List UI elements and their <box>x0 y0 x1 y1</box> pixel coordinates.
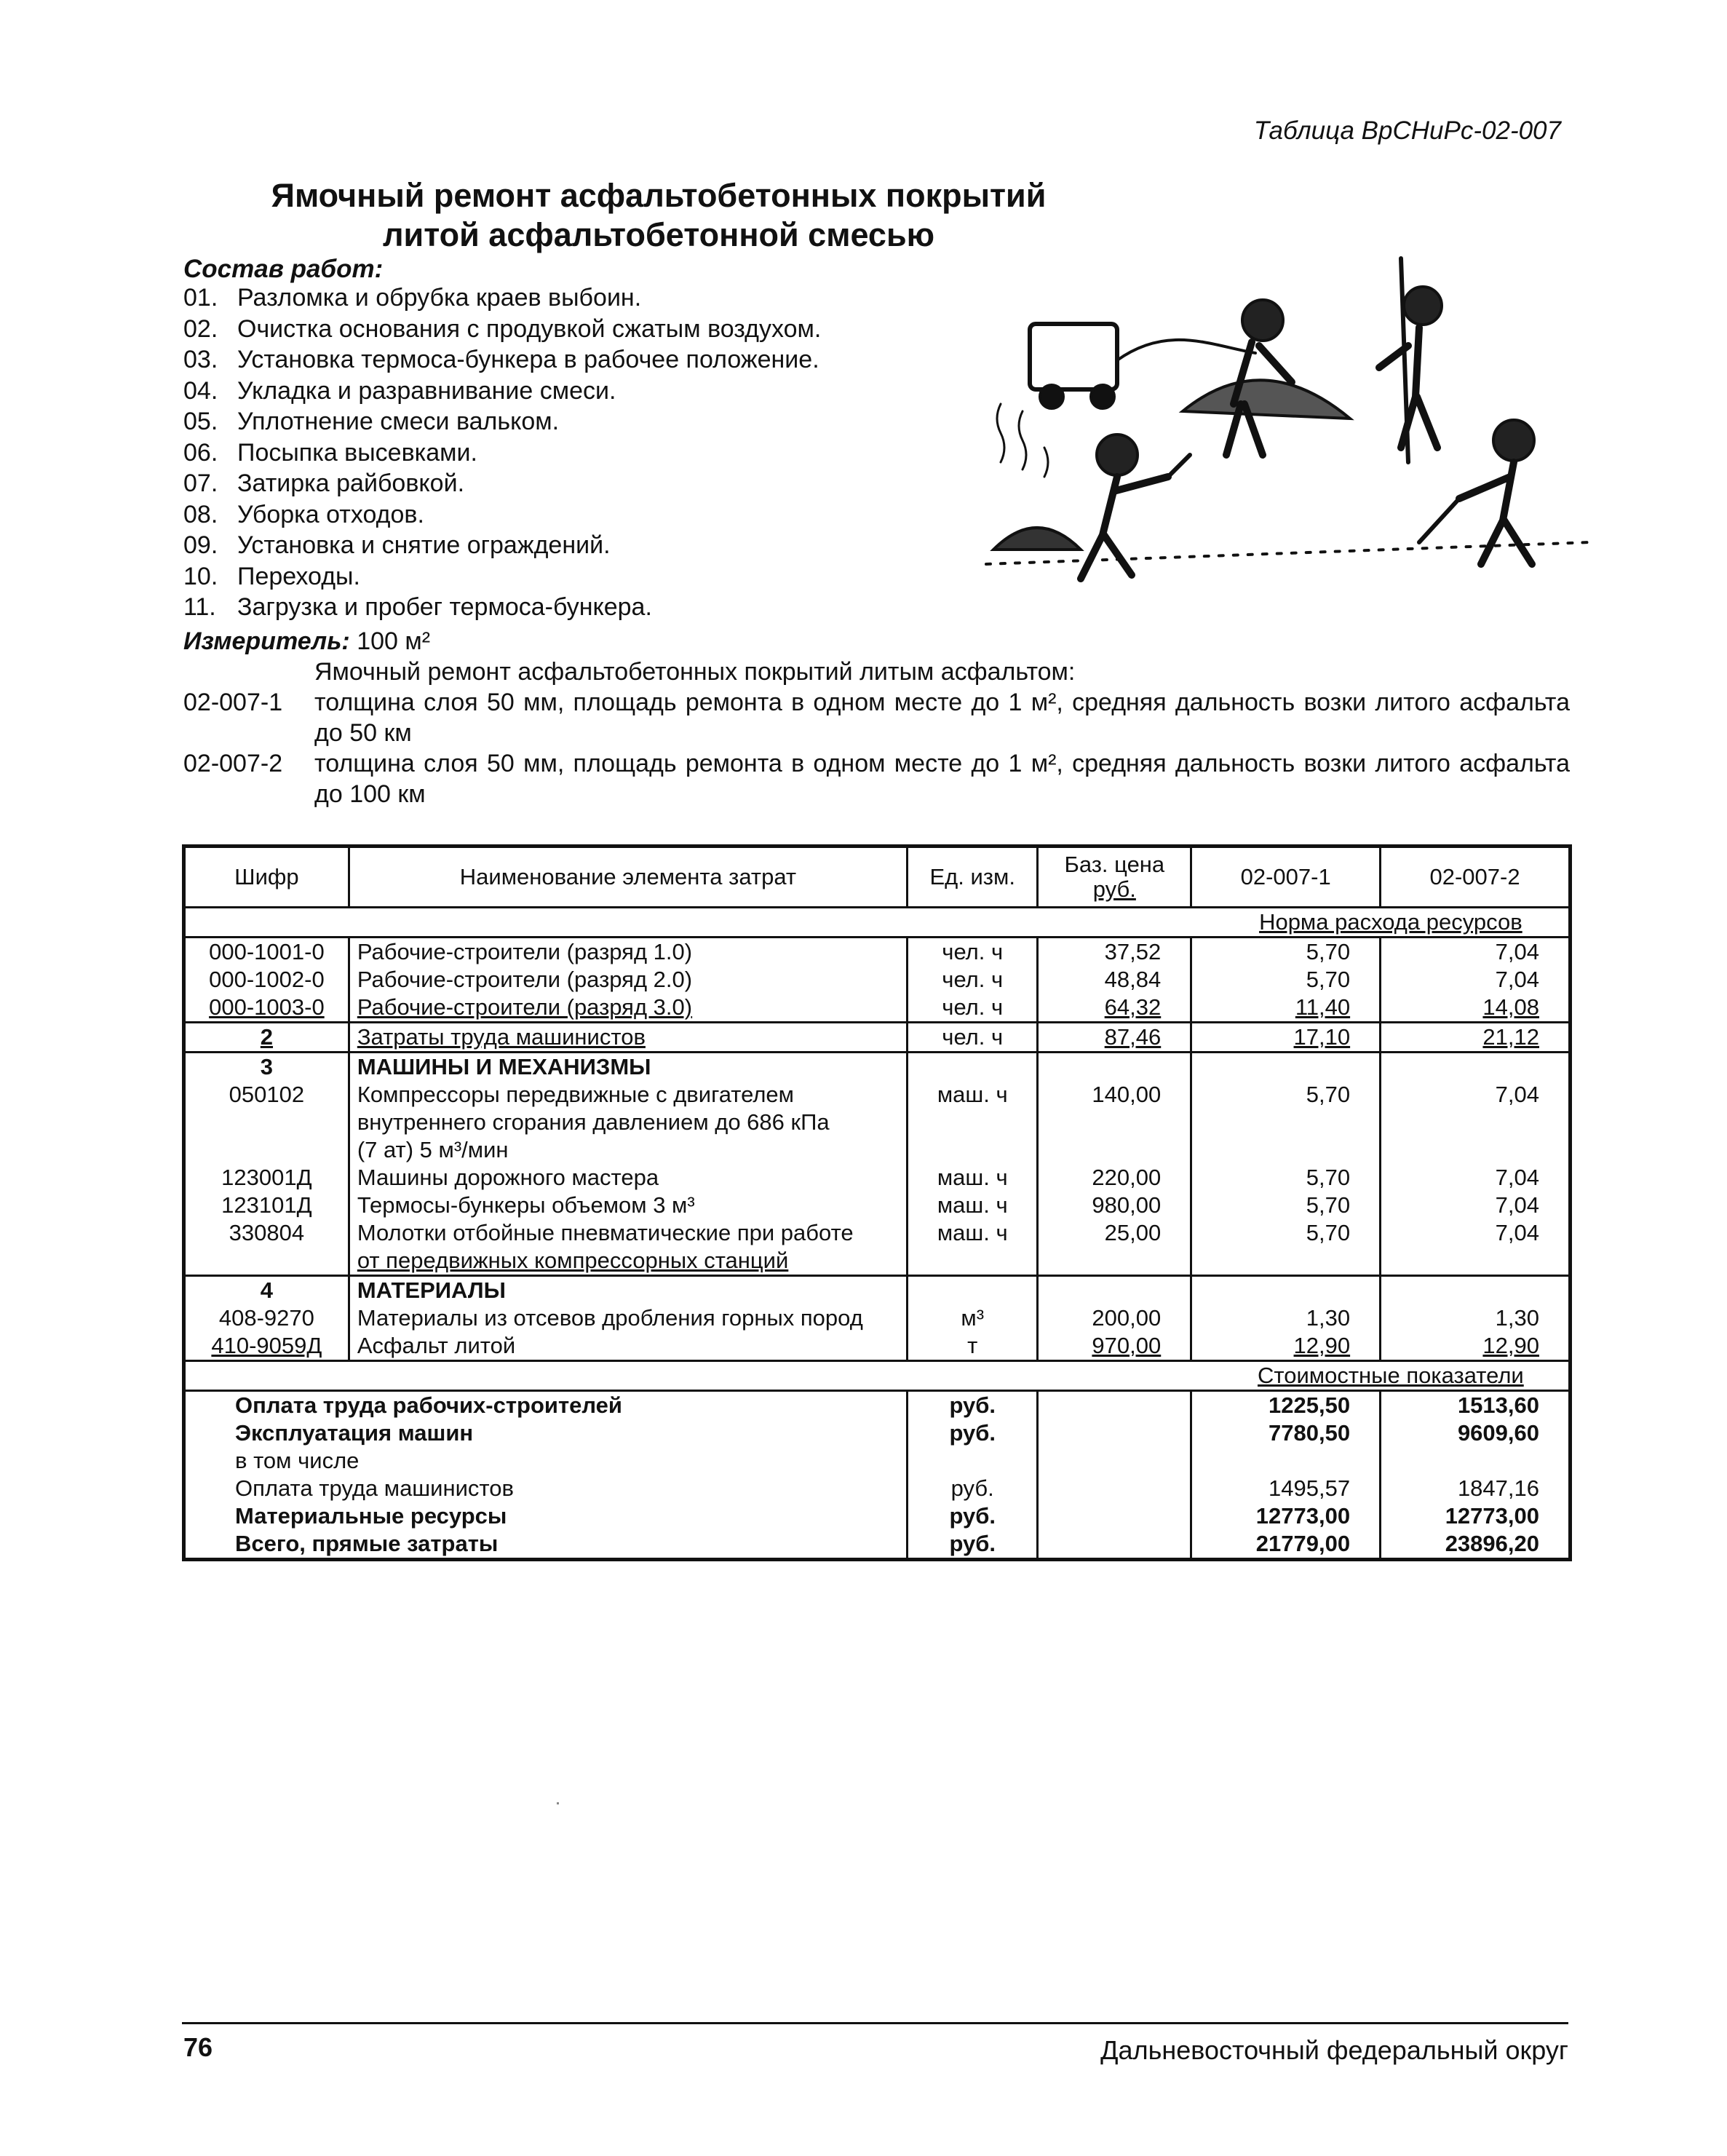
work-item <box>183 314 821 345</box>
summary-row <box>184 1530 1571 1560</box>
worker-figure-3 <box>1081 435 1190 579</box>
header-price-line-1: Баз. цена <box>1064 852 1165 877</box>
variants-intro: Ямочный ремонт асфальтобетонных покрытий литым асфальтом: <box>314 658 1076 686</box>
work-text: Загрузка и пробег термоса-бункера. <box>237 593 652 621</box>
cell: 37,52 <box>1038 938 1191 967</box>
work-item <box>183 592 821 623</box>
machine-row <box>184 1081 1571 1164</box>
machine-name-line: Машины дорожного мастера <box>357 1165 659 1190</box>
variant-1 <box>183 687 1570 748</box>
work-number: 10. <box>183 562 218 590</box>
cell <box>1038 1276 1191 1305</box>
cell: 7780,50 <box>1191 1419 1381 1447</box>
machine-name <box>349 1081 907 1164</box>
work-number: 04. <box>183 376 218 405</box>
work-number: 05. <box>183 408 218 435</box>
labor-row <box>184 966 1571 994</box>
summary-name: Эксплуатация машин <box>235 1420 474 1446</box>
cell: 23896,20 <box>1381 1530 1571 1560</box>
header-price-line-2: руб. <box>1092 876 1136 902</box>
work-item <box>183 406 821 437</box>
cell: руб. <box>908 1419 1038 1447</box>
cell: 000-1003-0 <box>209 994 325 1020</box>
machine-name-line: внутреннего сгорания давлением до 686 кПа <box>357 1109 830 1135</box>
cell: Рабочие-строители (разряд 1.0) <box>349 938 907 967</box>
work-text: Уплотнение смеси вальком. <box>237 408 560 435</box>
work-text: Разломка и обрубка краев выбоин. <box>237 284 642 312</box>
summary-name: Оплата труда машинистов <box>235 1475 514 1501</box>
cell: 000-1001-0 <box>209 939 325 964</box>
work-number: 03. <box>183 346 218 373</box>
header-price <box>1038 847 1191 908</box>
title-line-2: литой асфальтобетонной смесью <box>382 216 935 253</box>
cell: Асфальт литой <box>349 1332 907 1361</box>
norm-band: Норма расхода ресурсов <box>1191 908 1571 938</box>
cell: руб. <box>908 1502 1038 1530</box>
work-text: Уборка отходов. <box>237 500 424 528</box>
variants-block <box>183 657 1570 809</box>
cost-band: Стоимостные показатели <box>1191 1361 1571 1391</box>
cell: Затраты труда машинистов <box>349 1023 907 1053</box>
work-item <box>183 376 821 407</box>
table-label: Таблица ВрСНиРс-02-007 <box>1253 116 1561 145</box>
cell: 7,04 <box>1381 1164 1571 1192</box>
meter-label: Измеритель: <box>183 627 350 655</box>
cell <box>1038 1447 1191 1475</box>
cell: 11,40 <box>1191 994 1381 1023</box>
cell: 410-9059Д <box>211 1333 322 1358</box>
cell: 5,70 <box>1191 1219 1381 1276</box>
variant-text: толщина слоя 50 мм, площадь ремонта в одном месте до 1 м², средняя дальность возки литого асфальта до 100 км <box>314 750 1570 808</box>
labor-row <box>184 994 1571 1023</box>
cell: чел. ч <box>908 1023 1038 1053</box>
header-variant-1: 02-007-1 <box>1191 847 1381 908</box>
region-name: Дальневосточный федеральный округ <box>1100 2035 1568 2065</box>
title-line-1: Ямочный ремонт асфальтобетонных покрытий <box>271 177 1047 214</box>
cell <box>1191 1276 1381 1305</box>
meter-value: 100 м² <box>357 627 431 655</box>
cell: 12773,00 <box>1191 1502 1381 1530</box>
work-number: 11. <box>183 593 216 621</box>
machines-heading-row <box>184 1053 1571 1082</box>
work-item <box>183 437 821 469</box>
cell: 64,32 <box>1038 994 1191 1023</box>
cell: 123001Д <box>221 1165 312 1190</box>
cell: 1513,60 <box>1381 1391 1571 1420</box>
cell: маш. ч <box>908 1164 1038 1192</box>
cell: 140,00 <box>1038 1081 1191 1164</box>
cell <box>1038 1502 1191 1530</box>
cell: 5,70 <box>1191 966 1381 994</box>
cell: 7,04 <box>1381 966 1571 994</box>
cell: 87,46 <box>1038 1023 1191 1053</box>
materials-heading-row <box>184 1276 1571 1305</box>
material-row <box>184 1332 1571 1361</box>
header-unit: Ед. изм. <box>908 847 1038 908</box>
stray-dot <box>557 1802 559 1804</box>
cell: 1847,16 <box>1381 1475 1571 1502</box>
work-text: Переходы. <box>237 562 360 590</box>
work-text: Укладка и разравнивание смеси. <box>237 376 616 405</box>
worker-figure-2 <box>1379 258 1442 462</box>
cell: 980,00 <box>1038 1192 1191 1219</box>
page-number: 76 <box>183 2032 213 2062</box>
machine-name-line: от передвижных компрессорных станций <box>357 1248 789 1273</box>
cell: маш. ч <box>908 1219 1038 1276</box>
work-number: 06. <box>183 438 218 467</box>
cell: 4 <box>184 1276 349 1305</box>
cell <box>1038 1475 1191 1502</box>
cell <box>1038 1530 1191 1560</box>
cell: 408-9270 <box>218 1305 314 1331</box>
work-number: 02. <box>183 314 218 343</box>
summary-row <box>184 1475 1571 1502</box>
cell: 12,90 <box>1381 1332 1571 1361</box>
cell: Рабочие-строители (разряд 2.0) <box>349 966 907 994</box>
footer-rule <box>182 2022 1568 2024</box>
cell: 14,08 <box>1381 994 1571 1023</box>
variant-2 <box>183 748 1570 809</box>
machine-name-line: Компрессоры передвижные с двигателем <box>357 1082 794 1107</box>
summary-row <box>184 1391 1571 1420</box>
cell: чел. ч <box>908 994 1038 1023</box>
work-item <box>183 344 821 376</box>
header-code: Шифр <box>184 847 349 908</box>
variant-code: 02-007-2 <box>183 750 283 777</box>
resource-table <box>182 844 1572 1561</box>
cell: 5,70 <box>1191 1081 1381 1164</box>
cell: 1,30 <box>1381 1304 1571 1332</box>
summary-name: в том числе <box>235 1448 360 1473</box>
meter <box>183 627 430 656</box>
work-item <box>183 499 821 531</box>
machine-name-line: Молотки отбойные пневматические при работе <box>357 1220 854 1245</box>
variant-text: толщина слоя 50 мм, площадь ремонта в одном месте до 1 м², средняя дальность возки литого асфальта до 50 км <box>314 689 1570 747</box>
summary-name: Оплата труда рабочих-строителей <box>235 1392 622 1418</box>
cell: 17,10 <box>1191 1023 1381 1053</box>
cell: чел. ч <box>908 966 1038 994</box>
header-name: Наименование элемента затрат <box>349 847 907 908</box>
machine-name <box>349 1164 907 1192</box>
cell <box>908 1053 1038 1082</box>
machine-name <box>349 1219 907 1276</box>
cell <box>1381 1276 1571 1305</box>
work-number: 09. <box>183 531 218 559</box>
work-number: 07. <box>183 469 218 497</box>
cell: 5,70 <box>1191 1164 1381 1192</box>
cell <box>1381 1053 1571 1082</box>
summary-row <box>184 1502 1571 1530</box>
machine-name <box>349 1192 907 1219</box>
cell: чел. ч <box>908 938 1038 967</box>
header-variant-2: 02-007-2 <box>1381 847 1571 908</box>
machine-name-line: Термосы-бункеры объемом 3 м³ <box>357 1192 695 1218</box>
work-item <box>183 561 821 592</box>
works-heading: Состав работ: <box>183 255 384 283</box>
machine-row <box>184 1219 1571 1276</box>
cell: 2 <box>184 1023 349 1053</box>
cell: 1225,50 <box>1191 1391 1381 1420</box>
cell: Рабочие-строители (разряд 3.0) <box>349 994 907 1023</box>
work-text: Очистка основания с продувкой сжатым воздухом. <box>237 314 822 343</box>
cell: 200,00 <box>1038 1304 1191 1332</box>
compressor-drawing <box>1030 324 1117 389</box>
cell: 220,00 <box>1038 1164 1191 1192</box>
band-spacer <box>184 1361 1191 1391</box>
cell: 1,30 <box>1191 1304 1381 1332</box>
cell: 123101Д <box>221 1192 312 1218</box>
works-list <box>183 282 821 623</box>
labor-row <box>184 938 1571 967</box>
cell <box>908 1447 1038 1475</box>
cell: МАШИНЫ И МЕХАНИЗМЫ <box>349 1053 907 1082</box>
band-spacer <box>184 908 1191 938</box>
cell: 21,12 <box>1381 1023 1571 1053</box>
cell: м³ <box>908 1304 1038 1332</box>
work-text: Посыпка высевками. <box>237 438 477 467</box>
cell: руб. <box>908 1530 1038 1560</box>
cost-band-row <box>184 1361 1571 1391</box>
cell: 330804 <box>229 1220 305 1245</box>
work-number: 08. <box>183 500 218 528</box>
machine-row <box>184 1164 1571 1192</box>
cell: 7,04 <box>1381 1219 1571 1276</box>
cell: 12773,00 <box>1381 1502 1571 1530</box>
cell: 5,70 <box>1191 938 1381 967</box>
cell <box>1381 1447 1571 1475</box>
worker-figure-1 <box>1226 300 1292 455</box>
summary-name: Всего, прямые затраты <box>235 1531 499 1556</box>
work-text: Установка термоса-бункера в рабочее положение. <box>237 346 819 373</box>
work-item <box>183 282 821 314</box>
cell: Материалы из отсевов дробления горных пород <box>349 1304 907 1332</box>
resource-table-body <box>184 908 1571 1560</box>
cell: 1495,57 <box>1191 1475 1381 1502</box>
road-workers-illustration <box>972 237 1601 593</box>
work-text: Установка и снятие ограждений. <box>237 531 611 559</box>
cell: 000-1002-0 <box>209 967 325 992</box>
cell: 12,90 <box>1191 1332 1381 1361</box>
cell: 5,70 <box>1191 1192 1381 1219</box>
work-item <box>183 530 821 561</box>
work-item <box>183 468 821 499</box>
summary-row <box>184 1419 1571 1447</box>
cell <box>1038 1053 1191 1082</box>
cell: 7,04 <box>1381 938 1571 967</box>
cell: руб. <box>908 1475 1038 1502</box>
cell: МАТЕРИАЛЫ <box>349 1276 907 1305</box>
cell <box>1191 1053 1381 1082</box>
norm-band-row <box>184 908 1571 938</box>
machine-row <box>184 1192 1571 1219</box>
machine-name-line: (7 ат) 5 м³/мин <box>357 1137 509 1162</box>
cell: 7,04 <box>1381 1081 1571 1164</box>
cell: 9609,60 <box>1381 1419 1571 1447</box>
operators-row <box>184 1023 1571 1053</box>
cell: т <box>908 1332 1038 1361</box>
cell: 21779,00 <box>1191 1530 1381 1560</box>
cell: 050102 <box>229 1082 305 1107</box>
cell <box>1038 1391 1191 1420</box>
summary-row <box>184 1447 1571 1475</box>
asphalt-pile-drawing <box>1183 380 1350 419</box>
material-row <box>184 1304 1571 1332</box>
cell: 7,04 <box>1381 1192 1571 1219</box>
cell: руб. <box>908 1391 1038 1420</box>
cell: 3 <box>184 1053 349 1082</box>
cell: 970,00 <box>1038 1332 1191 1361</box>
summary-name: Материальные ресурсы <box>235 1503 507 1529</box>
variant-code: 02-007-1 <box>183 689 283 716</box>
cell <box>1191 1447 1381 1475</box>
cell: маш. ч <box>908 1081 1038 1164</box>
work-text: Затирка райбовкой. <box>237 469 465 497</box>
cell: 25,00 <box>1038 1219 1191 1276</box>
work-number: 01. <box>183 284 218 312</box>
cell <box>1038 1419 1191 1447</box>
cell: маш. ч <box>908 1192 1038 1219</box>
cell <box>908 1276 1038 1305</box>
cell: 48,84 <box>1038 966 1191 994</box>
